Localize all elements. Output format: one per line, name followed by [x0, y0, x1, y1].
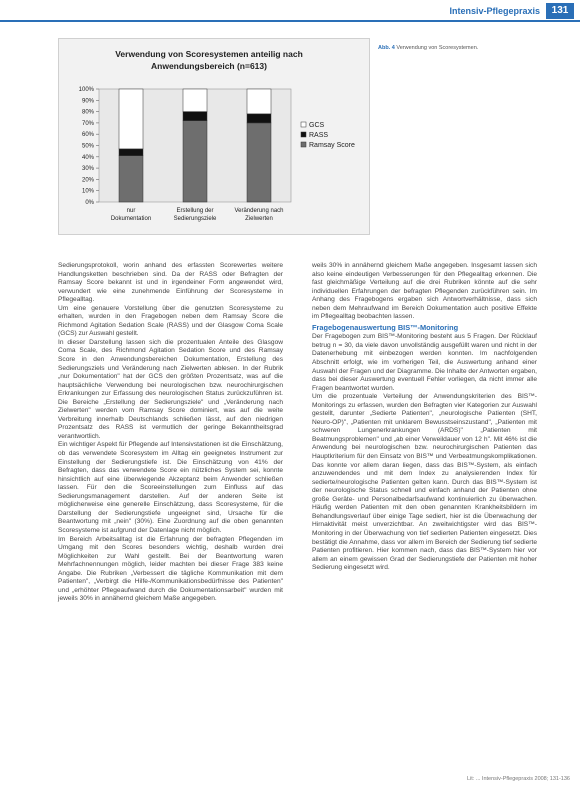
- legend-swatch: [301, 122, 306, 127]
- page-number: 131: [546, 3, 574, 19]
- x-tick-label: Sedierungsziele: [173, 216, 217, 222]
- x-tick-label: Veränderung nach: [234, 208, 284, 214]
- bar-gcs: [119, 89, 143, 149]
- left-column: [58, 262, 283, 604]
- y-tick-label: 70%: [81, 120, 94, 127]
- header-rule: [0, 20, 580, 22]
- legend-label: RASS: [309, 132, 329, 139]
- page-header: [0, 0, 580, 26]
- bar-rass: [119, 149, 143, 156]
- legend-swatch: [301, 142, 306, 147]
- bar-ramsay-score: [119, 156, 143, 202]
- y-tick-label: 30%: [81, 166, 94, 173]
- chart-title-line-2: Anwendungsbereich (n=613): [151, 61, 267, 71]
- y-tick-label: 100%: [78, 87, 94, 93]
- y-tick-label: 10%: [81, 188, 94, 195]
- bar-ramsay-score: [247, 123, 271, 202]
- x-tick-label: nur: [126, 208, 136, 214]
- legend-label: Ramsay Score: [309, 142, 355, 149]
- y-tick-label: 90%: [81, 98, 94, 105]
- y-tick-label: 50%: [81, 143, 94, 150]
- left-paragraph-4: Ein wichtiger Aspekt für Pflegende auf Intensivstationen ist die Einschätzung, ob das verwendete Scoresystem im Alltag ein geeignetes Instrument zur Einstellung der Sedierungstiefe ist. Die Einschätzung von 41% der Befragten, dass das verwendete Score ein nützliches System sei, konnte hinsichtlich auf eine überwiegende Akzeptanz beim Anwender schließen lassen. Für den die Scoreeinstellungen zum Einfluss auf das Sedierungsmanagement darstellen. Auf der anderen Seite ist möglicherweise eine generelle Einschätzung, dass Scoresysteme, für die Darstellung der Sedierungstiefe ungeeignet sind, Ursache für die Beantwortung mit „nein" (30%). Eine Zuordnung auf die oben genannten Scoresysteme ist aufgrund der Datenlage nicht möglich.: [58, 441, 283, 534]
- y-tick-label: 60%: [81, 132, 94, 139]
- right-intro-paragraph: weils 30% in annähernd gleichem Maße angegeben. Insgesamt lassen sich also keine eindeutigen Verbesserungen für den Pflegealltag erkennen. Die fast gleichmäßige Verteilung auf die drei Rubriken könnte auf die sehr individuellen Erfahrungen der befragten Pflegenden zurückführen sein. Im Anhang des Fragebogens ergaben sich Antwortverhältnisse, dass sich neben dem Mehraufwand im Bereich Dokumentation auch positive Effekte im Pflegealltag beobachten lassen.: [312, 262, 537, 321]
- right-paragraph-1: Der Fragebogen zum BIS™-Monitoring besteht aus 5 Fragen. Der Rücklauf betrug n = 30, da viele davon unvollständig ausgefüllt waren und nicht in der Datenerhebung mit einbezogen werden konnten. Im nachfolgenden Abschnitt erfolgt, wie im vorherigen Teil, die Auswertung anhand einer Auswahl der Fragen und der Diagramme. Die Inhalte der Antworten ergaben, dass bei dieser Auswertung eventuell Fehler vorliegen, da nicht immer alle Fragen beantwortet wurden.: [312, 333, 537, 392]
- bar-ramsay-score: [183, 121, 207, 202]
- right-column: [312, 262, 537, 573]
- left-paragraph-3: In dieser Darstellung lassen sich die prozentualen Anteile des Glasgow Coma Scale, des Richmond Agitation Sedation Score und des Ramsay Score in den Anwendungsbereichen Dokumentation, Erstellung des Sedierungsziels und Veränderung nach Zielwerten ablesen. In der Rubrik „nur Dokumentation" hat der GCS den größten Prozentsatz, was auf die hauptsächliche Verwendung bei neurologischen bzw. neurochirurgischen Erkrankungen zur Erfassung des neurologischen Status zurückzuführen ist. Die Bereiche „Erstellung der Sedierungsziele" und „Veränderung nach Zielwerten" werden vom Ramsay Score dominiert, was auf die weite Verbreitung innerhalb Deutschlands schließen lässt, auf den niedrigen Prozentsatz des RASS ist vermutlich der geringe Bekanntheitsgrad verantwortlich.: [58, 338, 283, 440]
- chart-title-line-1: Verwendung von Scoresystemen anteilig nach: [115, 49, 303, 59]
- legend-swatch: [301, 132, 306, 137]
- section-heading: Fragebogenauswertung BIS™-Monitoring: [312, 322, 459, 332]
- page-footer: Lit: ... Intensiv-Pflegepraxis 2008; 131-136: [466, 776, 570, 782]
- figure-caption: [378, 45, 478, 51]
- figure-caption-label: Abb. 4: [378, 45, 395, 51]
- chart-figure: [58, 38, 370, 235]
- x-tick-label: Zielwerten: [245, 216, 273, 222]
- bar-gcs: [247, 89, 271, 114]
- x-tick-label: Dokumentation: [110, 216, 152, 222]
- legend-label: GCS: [309, 122, 325, 129]
- bar-gcs: [183, 89, 207, 112]
- y-tick-label: 40%: [81, 154, 94, 161]
- stacked-bar-chart: [59, 39, 369, 234]
- journal-title: Intensiv-Pflegepraxis: [449, 6, 540, 16]
- right-paragraph-2: Um die prozentuale Verteilung der Anwendungskriterien des BIS™-Monitorings zu erfassen, wurden den Befragten vier Kategorien zur Auswahl gestellt, darunter „Sedierte Patienten", „neurologische Patienten (SHT, Neuro-OP)", „Patienten mit unklarem Bewusstseinszustand", „Patienten mit schweren Lungenerkrankungen (ARDS)" „Patienten mit Beatmungsproblemen" und „ab einer Verweildauer von 12 h". Mit 46% ist die Anwendung bei neurologischen bzw. neurochirurgischen Patienten das Hauptkriterium für den Einsatz von BIS™ und Verbeatmungskomplikationen. Das konnte vor allem daran liegen, dass das BIS™-System, als einfach anzuwendendes und mit dem Index zu analysierenden Index für sedierte/neurologische Patienten gelten kann. Durch das BIS™-System ist der neurologische Status schnell und einfach anhand der Patienten ohne große Geräte- und Personalbedarfsaufwand kontinuierlich zu überwachen. Häufig werden Patienten mit den oben genannten Krankheitsbildern im Behandlungsverlauf über einige Tage sediert, hier ist die Überwachung der Hirnaktivität meist unverzichtbar. An zweitwichtigster wird das BIS™-Monitoring in der Überwachung von tief sedierten Patienten eingesetzt. Dies bestätigt die Annahme, dass vor allem im Bereich der Sedierung tief sedierte Patienten profitieren. Hier kommen nach, dass das BIS™-System hier vor allem an einem gewissen Grad der Sedierungstiefe der Patienten mit hoher Sedierung eingesetzt wird.: [312, 393, 537, 572]
- y-tick-label: 20%: [81, 177, 94, 184]
- bar-rass: [247, 114, 271, 123]
- left-paragraph-2: Um eine genauere Vorstellung über die genutzten Scoresysteme zu erhalten, wurden in den Fragebogen neben dem Ramsay Score die Richmond Agitation Sedation Scale (RASS) und der Glasgow Coma Scale (GCS) zur Auswahl gestellt.: [58, 304, 283, 338]
- y-tick-label: 0%: [85, 200, 94, 206]
- bar-rass: [183, 112, 207, 121]
- left-paragraph-5: Im Bereich Arbeitsalltag ist die Erfahrung der befragten Pflegenden im Umgang mit den Scores besonders wichtig, deshalb wurden drei Möglichkeiten zur Wahl gestellt. Bei der Beantwortung waren Mehrfachnennungen möglich, leider machten bei dieser Frage 383 keine Angabe. Die Rubriken „Verbessert die tägliche Kommunikation mit dem Patienten", „Verbirgt die Hilfe-/Kommunikationsbedürfnisse des Patienten" und „erhöhter Pflegeaufwand durch die Dokumentationsarbeit" wurden mit jeweils 30% in annähernd gleichem Maße angegeben.: [58, 535, 283, 603]
- x-tick-label: Erstellung der: [176, 208, 214, 214]
- y-tick-label: 80%: [81, 109, 94, 116]
- figure-caption-text: Verwendung von Scoresystemen.: [396, 45, 479, 51]
- left-paragraph-1: Sedierungsprotokoll, worin anhand des erfassten Scorewertes weitere Handlungsketten beschrieben sind. Da der RASS oder Befragten der Ramsay Score bekannt ist und in irgendeiner Form angewendet wird, verwundert wie eine zunehmende Einführung der Scoresysteme in Pflegealltag.: [58, 262, 283, 304]
